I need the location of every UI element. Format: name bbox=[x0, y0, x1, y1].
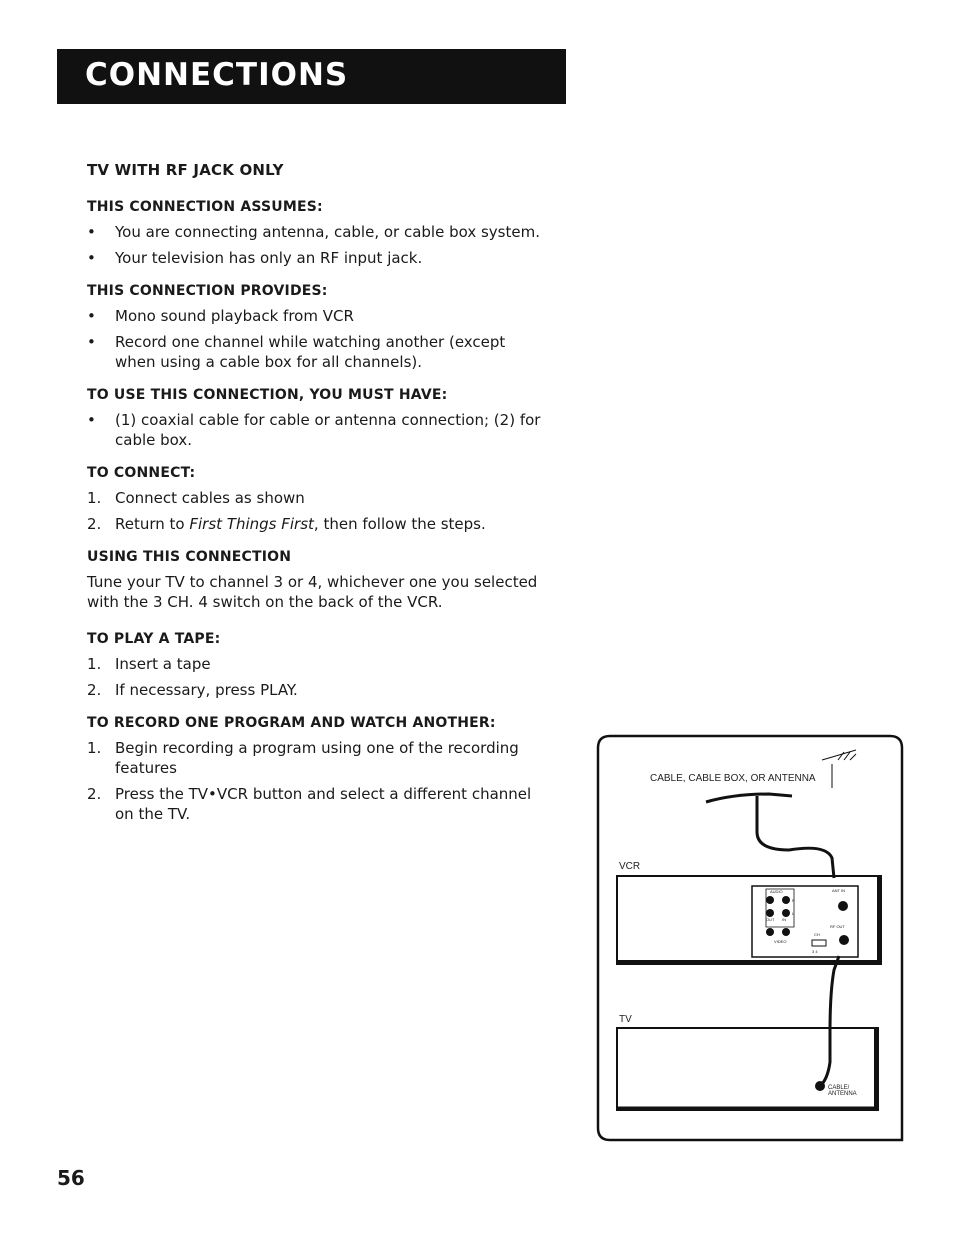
list-item: • (1) coaxial cable for cable or antenna connection; (2) for cable box. bbox=[87, 411, 541, 449]
svg-text:L: L bbox=[792, 911, 795, 916]
audio-out-l-jack bbox=[766, 909, 774, 917]
svg-text:RF OUT: RF OUT bbox=[830, 924, 845, 929]
main-heading: TV WITH RF JACK ONLY bbox=[87, 161, 284, 179]
svg-text:R: R bbox=[792, 898, 795, 903]
list-item: 1. Connect cables as shown bbox=[87, 489, 305, 507]
tv-label: TV bbox=[619, 1014, 632, 1025]
channel-switch bbox=[812, 940, 826, 946]
list-item: 2. Press the TV•VCR button and select a different channel on the TV. bbox=[87, 785, 532, 823]
list-item: 2. If necessary, press PLAY. bbox=[87, 681, 298, 699]
section-connect bbox=[87, 463, 547, 534]
bullet-icon: • bbox=[87, 249, 96, 267]
section-heading: USING THIS CONNECTION bbox=[87, 549, 292, 565]
section-heading: TO CONNECT: bbox=[87, 465, 196, 481]
coax-cable-output bbox=[822, 956, 839, 1084]
tv-antenna-jack bbox=[815, 1081, 825, 1091]
section-must-have bbox=[87, 385, 547, 450]
ant-in-jack bbox=[838, 901, 848, 911]
section-heading: THIS CONNECTION ASSUMES: bbox=[87, 199, 323, 215]
svg-text:VIDEO: VIDEO bbox=[774, 939, 787, 944]
section-provides bbox=[87, 281, 547, 372]
connection-diagram-svg bbox=[594, 732, 906, 1147]
rf-out-jack bbox=[839, 935, 849, 945]
bullet-icon: • bbox=[87, 223, 96, 241]
svg-text:CABLE/: CABLE/ bbox=[828, 1085, 850, 1091]
section-heading: THIS CONNECTION PROVIDES: bbox=[87, 283, 328, 299]
page-title: CONNECTIONS bbox=[85, 57, 349, 93]
section-play bbox=[87, 629, 547, 700]
coax-cable-input bbox=[706, 794, 834, 878]
header-banner bbox=[57, 49, 566, 104]
section-using bbox=[87, 547, 547, 612]
audio-out-r-jack bbox=[766, 896, 774, 904]
diagram-frame bbox=[598, 736, 902, 1140]
tv-box bbox=[617, 1028, 878, 1110]
section-heading: TO PLAY A TAPE: bbox=[87, 631, 221, 647]
list-item: 2. Return to First Things First, then follow the steps. bbox=[87, 515, 486, 533]
svg-text:AUDIO: AUDIO bbox=[770, 889, 783, 894]
svg-text:CH: CH bbox=[814, 932, 820, 937]
connection-diagram bbox=[594, 732, 906, 1147]
main-content bbox=[87, 160, 547, 837]
video-out-jack bbox=[766, 928, 774, 936]
svg-text:ANTENNA: ANTENNA bbox=[828, 1091, 857, 1097]
list-item: • You are connecting antenna, cable, or cable box system. bbox=[87, 223, 540, 241]
antenna-icon bbox=[822, 750, 856, 788]
source-label: CABLE, CABLE BOX, OR ANTENNA bbox=[650, 773, 816, 784]
reference-title: First Things First bbox=[189, 515, 314, 533]
section-assumes bbox=[87, 197, 547, 268]
svg-text:OUT: OUT bbox=[766, 917, 775, 922]
section-record bbox=[87, 713, 547, 824]
bullet-icon: • bbox=[87, 333, 96, 351]
list-item: • Mono sound playback from VCR bbox=[87, 307, 354, 325]
audio-in-r-jack bbox=[782, 896, 790, 904]
list-item: 1. Begin recording a program using one of the recording features bbox=[87, 739, 519, 777]
list-item: 1. Insert a tape bbox=[87, 655, 211, 673]
vcr-jack-panel bbox=[752, 886, 858, 957]
paragraph: Tune your TV to channel 3 or 4, whichever one you selected with the 3 CH. 4 switch on the back of the VCR. bbox=[87, 573, 538, 611]
list-item: • Your television has only an RF input jack. bbox=[87, 249, 423, 267]
bullet-icon: • bbox=[87, 307, 96, 325]
svg-text:3 4: 3 4 bbox=[812, 949, 818, 954]
svg-text:ANT IN: ANT IN bbox=[832, 888, 846, 893]
list-item: • Record one channel while watching another (except when using a cable box for all channels). bbox=[87, 333, 506, 371]
section-heading: TO USE THIS CONNECTION, YOU MUST HAVE: bbox=[87, 387, 448, 403]
video-in-jack bbox=[782, 928, 790, 936]
svg-text:IN: IN bbox=[782, 917, 786, 922]
vcr-label: VCR bbox=[619, 861, 641, 872]
page-number: 56 bbox=[57, 1166, 85, 1190]
audio-in-l-jack bbox=[782, 909, 790, 917]
section-heading: TO RECORD ONE PROGRAM AND WATCH ANOTHER: bbox=[87, 715, 496, 731]
bullet-icon: • bbox=[87, 411, 96, 429]
